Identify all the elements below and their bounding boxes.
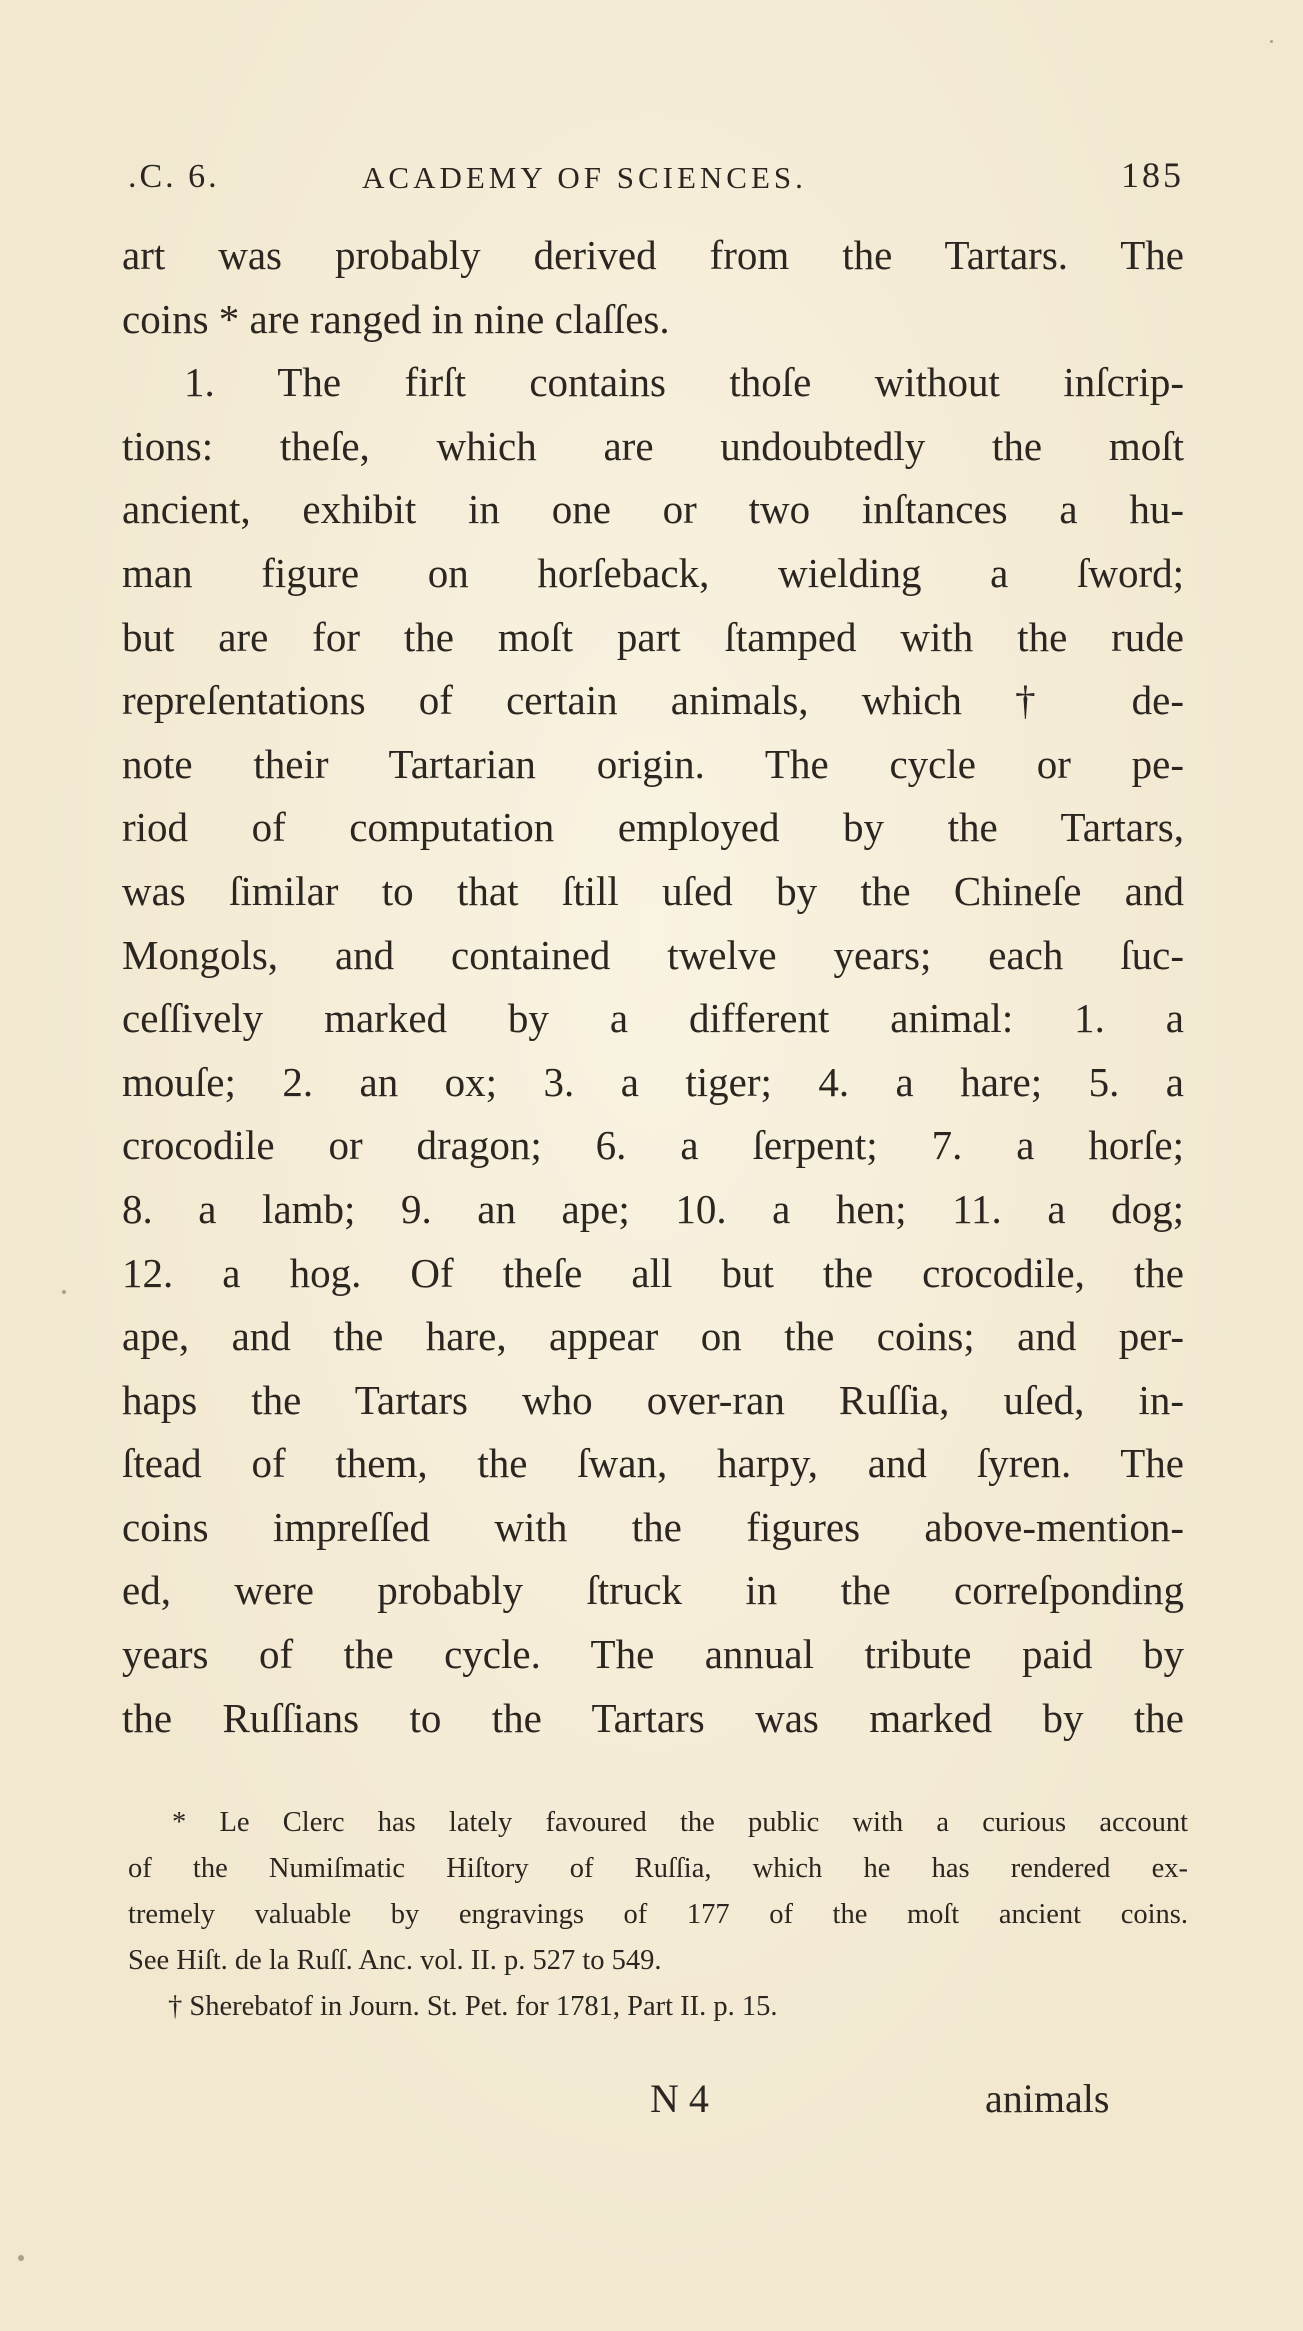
text-line: 1. The firſt contains thoſe without inſcrip- — [184, 359, 1184, 406]
text-line: the Ruſſians to the Tartars was marked by the — [122, 1694, 1184, 1741]
text-line: ſtead of them, the ſwan, harpy, and ſyren. The — [122, 1440, 1184, 1487]
text-line: 8. a lamb; 9. an ape; 10. a hen; 11. a dog; — [122, 1185, 1184, 1232]
text-line: tions: theſe, which are undoubtedly the moſt — [122, 422, 1184, 469]
text-line: riod of computation employed by the Tartars, — [122, 804, 1184, 851]
catchword: animals — [985, 2076, 1110, 2121]
running-title: ACADEMY OF SCIENCES. — [362, 160, 807, 195]
text-line: ape, and the hare, appear on the coins; and per- — [122, 1313, 1184, 1360]
text-line: Mongols, and contained twelve years; each ſuc- — [122, 931, 1184, 978]
text-line: repreſentations of certain animals, which † de- — [122, 677, 1184, 724]
text-line: coins impreſſed with the figures above-mention- — [122, 1503, 1184, 1550]
text-line: haps the Tartars who over-ran Ruſſia, uſed, in- — [122, 1376, 1184, 1423]
page-header — [122, 150, 1184, 206]
chapter-signature: .C. 6. — [128, 158, 220, 195]
text-line: art was probably derived from the Tartars. The — [122, 232, 1184, 278]
paper-speck — [1270, 40, 1273, 43]
text-line: but are for the moſt part ſtamped with the rude — [122, 613, 1184, 660]
text-line: was ſimilar to that ſtill uſed by the Chineſe and — [122, 867, 1184, 914]
footnote-line: See Hiſt. de la Ruſſ. Anc. vol. II. p. 527 to 549. — [128, 1945, 662, 1976]
footnote-line: of the Numiſmatic Hiſtory of Ruſſia, which he has rendered ex- — [128, 1853, 1188, 1884]
text-line: years of the cycle. The annual tribute paid by — [122, 1631, 1184, 1678]
signature-mark: N 4 — [650, 2076, 709, 2121]
footnotes — [128, 1800, 1188, 2030]
text-line: crocodile or dragon; 6. a ſerpent; 7. a horſe; — [122, 1122, 1184, 1169]
text-line: note their Tartarian origin. The cycle or pe- — [122, 740, 1184, 787]
text-line: ceſſively marked by a different animal: 1. a — [122, 995, 1184, 1042]
paper-speck — [18, 2255, 24, 2261]
footnote-line: tremely valuable by engravings of 177 of the moſt ancient coins. — [128, 1899, 1188, 1930]
text-line: ed, were probably ſtruck in the correſponding — [122, 1567, 1184, 1614]
paper-speck — [62, 1290, 66, 1294]
body-text — [122, 224, 1184, 1750]
page-number: 185 — [1121, 155, 1184, 195]
footnote-line: * Le Clerc has lately favoured the public with a curious account — [172, 1807, 1188, 1838]
text-line: man figure on horſeback, wielding a ſword; — [122, 549, 1184, 596]
footnote-dagger-line: † Sherebatof in Journ. St. Pet. for 1781, Part II. p. 15. — [168, 1991, 778, 2022]
text-line: mouſe; 2. an ox; 3. a tiger; 4. a hare; 5. a — [122, 1058, 1184, 1105]
text-line: 12. a hog. Of theſe all but the crocodile, the — [122, 1249, 1184, 1296]
catchline — [0, 2075, 1303, 2135]
text-line: ancient, exhibit in one or two inſtances a hu- — [122, 486, 1184, 533]
text-line: coins * are ranged in nine claſſes. — [122, 295, 670, 342]
